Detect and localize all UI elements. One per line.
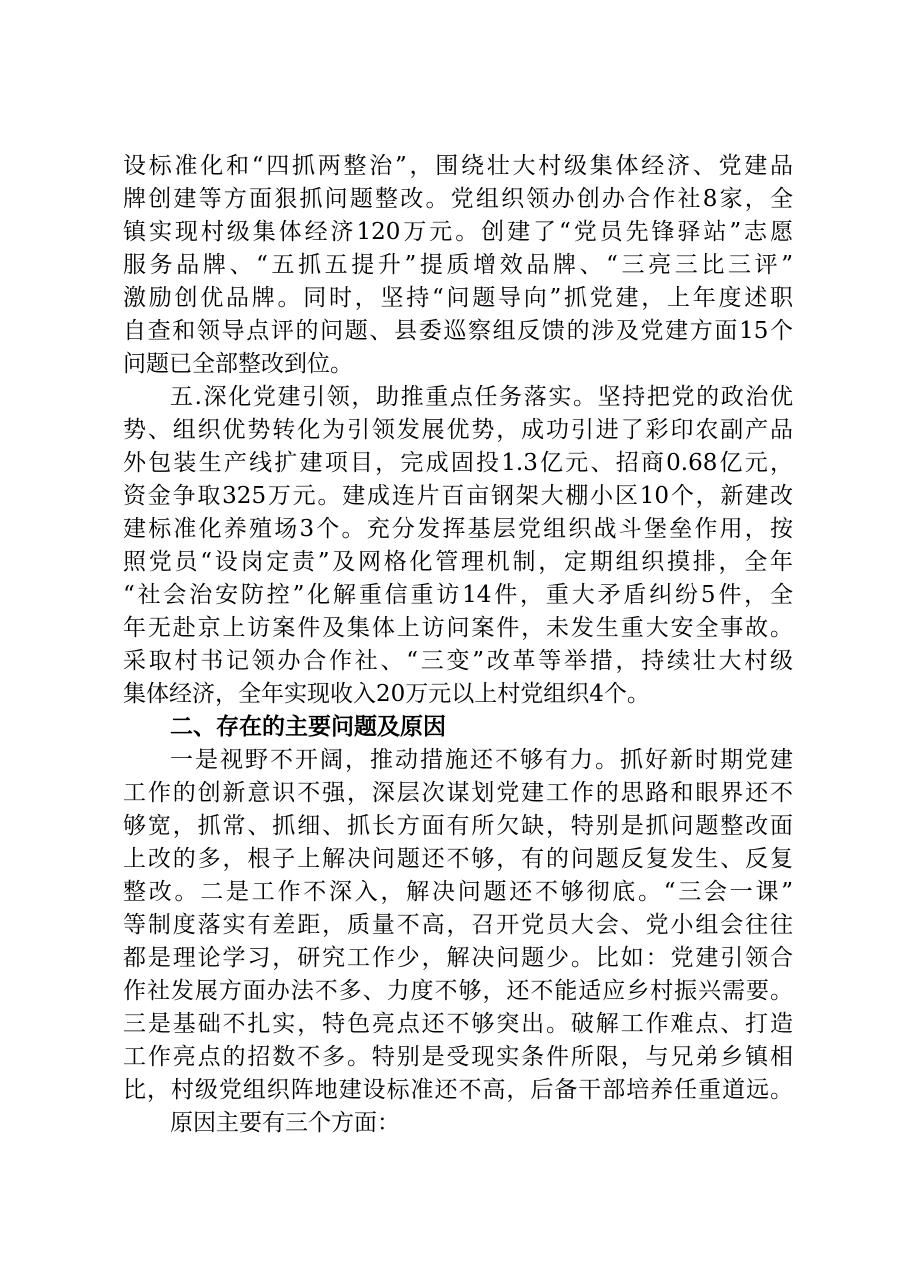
paragraph-line: 自查和领导点评的问题、县委巡察组反馈的涉及党建方面15个 <box>123 318 793 344</box>
paragraph-line: 年无赴京上访案件及集体上访问案件，未发生重大安全事故。 <box>123 615 793 641</box>
paragraph-line: 够宽，抓常、抓细、抓长方面有所欠缺，特别是抓问题整改面 <box>123 813 793 839</box>
paragraph-line: 三是基础不扎实，特色亮点还不够突出。破解工作难点、打造 <box>123 1011 793 1037</box>
paragraph-line: 比，村级党组织阵地建设标准还不高，后备干部培养任重道远。 <box>123 1077 793 1103</box>
paragraph-line: 上改的多，根子上解决问题还不够，有的问题反复发生、反复 <box>123 846 793 872</box>
paragraph-line: 采取村书记领办合作社、“三变”改革等举措，持续壮大村级 <box>123 648 793 674</box>
paragraph-line: 原因主要有三个方面： <box>170 1110 400 1136</box>
paragraph-line: 镇实现村级集体经济120万元。创建了“党员先锋驿站”志愿 <box>123 219 793 245</box>
paragraph-line: 一是视野不开阔，推动措施还不够有力。抓好新时期党建 <box>170 747 793 773</box>
paragraph-line: 牌创建等方面狠抓问题整改。党组织领办创办合作社8家，全 <box>123 186 793 212</box>
paragraph-line: 建标准化养殖场3个。充分发挥基层党组织战斗堡垒作用，按 <box>123 516 793 542</box>
paragraph-line: 等制度落实有差距，质量不高，召开党员大会、党小组会往往 <box>123 912 793 938</box>
paragraph-line: 外包装生产线扩建项目，完成固投1.3亿元、招商0.68亿元， <box>123 450 793 476</box>
paragraph-line: 资金争取325万元。建成连片百亩钢架大棚小区10个，新建改 <box>123 483 793 509</box>
paragraph-line: 势、组织优势转化为引领发展优势，成功引进了彩印农副产品 <box>123 417 793 443</box>
paragraph-line: 都是理论学习，研究工作少，解决问题少。比如：党建引领合 <box>123 945 793 971</box>
paragraph-line: 工作的创新意识不强，深层次谋划党建工作的思路和眼界还不 <box>123 780 793 806</box>
paragraph-line: 激励创优品牌。同时，坚持“问题导向”抓党建，上年度述职 <box>123 285 793 311</box>
paragraph-line: 问题已全部整改到位。 <box>123 351 353 377</box>
paragraph-line: 五.深化党建引领，助推重点任务落实。坚持把党的政治优 <box>170 384 793 410</box>
paragraph-line: 照党员“设岗定责”及网格化管理机制，定期组织摸排，全年 <box>123 549 793 575</box>
paragraph-line: 工作亮点的招数不多。特别是受现实条件所限，与兄弟乡镇相 <box>123 1044 793 1070</box>
paragraph-line: 服务品牌、“五抓五提升”提质增效品牌、“三亮三比三评” <box>123 252 793 278</box>
section-heading: 二、存在的主要问题及原因 <box>170 714 446 740</box>
paragraph-line: 作社发展方面办法不多、力度不够，还不能适应乡村振兴需要。 <box>123 978 793 1004</box>
paragraph-line: 整改。二是工作不深入，解决问题还不够彻底。“三会一课” <box>123 879 793 905</box>
paragraph-line: 设标准化和“四抓两整治”，围绕壮大村级集体经济、党建品 <box>123 153 793 179</box>
paragraph-line: 集体经济，全年实现收入20万元以上村党组织4个。 <box>123 681 650 707</box>
paragraph-line: “社会治安防控”化解重信重访14件，重大矛盾纠纷5件，全 <box>123 582 793 608</box>
